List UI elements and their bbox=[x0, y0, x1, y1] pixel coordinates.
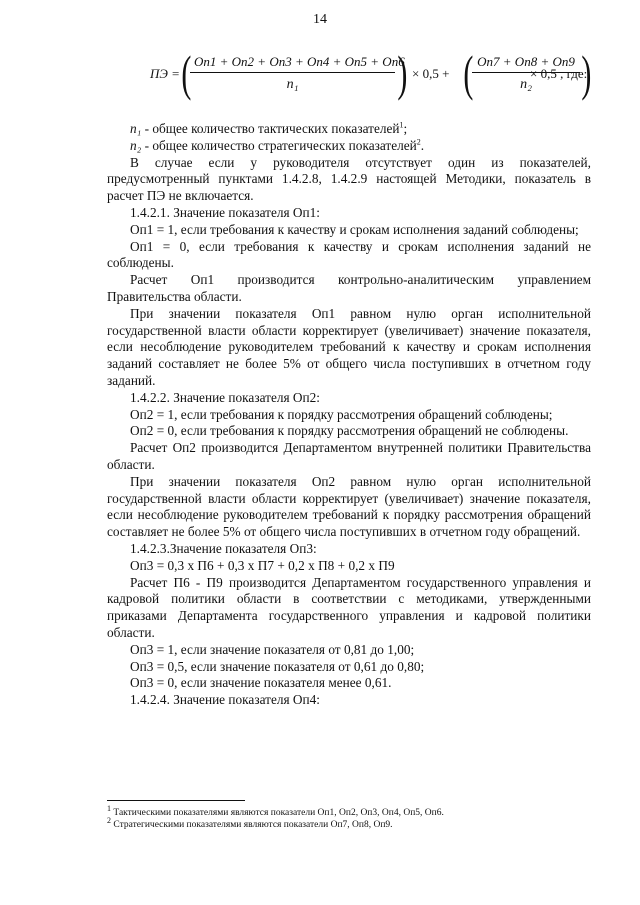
definition-n1 bbox=[107, 121, 591, 138]
paragraph: Оп3 = 0, если значение показателя менее 0,61. bbox=[130, 675, 392, 691]
paragraph: Оп2 = 1, если требования к порядку рассмотрения обращений соблюдены; bbox=[130, 406, 553, 422]
footnote-2 bbox=[107, 815, 591, 831]
paragraph: Расчет П6 - П9 производится Департаментом государственного управления и кадровой политики области в соответствии с методиками, утвержденными приказами Департамента государственного управления и кадровой политики области. bbox=[107, 574, 591, 640]
footnote-1-ref: 1 bbox=[107, 803, 111, 813]
paragraph: При значении показателя Оп2 равном нулю орган исполнительной государственной власти области корректирует (увеличивает) значение показателя, если несоблюдение руководителем требований к порядку рассмотрения обращений составляет не более 5% от общего числа поступивших в отчетном году обращений. bbox=[107, 473, 591, 540]
n2-symbol: n₂ bbox=[130, 137, 142, 153]
paragraph: Оп3 = 0,3 х П6 + 0,3 х П7 + 0,2 х П8 + 0,2 х П9 bbox=[130, 557, 395, 573]
fraction-tactical bbox=[190, 54, 405, 93]
n1-symbol: n₁ bbox=[130, 121, 142, 136]
formula-lhs: ПЭ = bbox=[150, 66, 180, 81]
paragraph: Оп3 = 1, если значение показателя от 0,81 до 1,00; bbox=[130, 641, 415, 657]
paragraph: Оп1 = 1, если требования к качеству и срокам исполнения заданий соблюдены; bbox=[130, 221, 579, 237]
footnotes bbox=[107, 803, 591, 831]
footnote-ref-1[interactable]: 1 bbox=[399, 120, 404, 130]
paragraph: Расчет Оп1 производится контрольно-аналитическим управлением Правительства области. bbox=[107, 272, 591, 304]
denominator-strategic: n₂ bbox=[520, 77, 532, 92]
n1-text: - общее количество тактических показателей bbox=[141, 121, 400, 136]
paragraph: Оп3 = 0,5, если значение показателя от 0,61 до 0,80; bbox=[130, 658, 425, 674]
multiplier-1: × 0,5 + bbox=[412, 66, 450, 81]
denominator-tactical: n₁ bbox=[286, 77, 299, 92]
paragraph: 1.4.2.4. Значение показателя Оп4: bbox=[130, 692, 320, 708]
paragraph: 1.4.2.1. Значение показателя Оп1: bbox=[130, 204, 320, 220]
paragraph: Оп1 = 0, если требования к качеству и срокам исполнения заданий не соблюдены. bbox=[107, 238, 591, 271]
paragraph: Оп2 = 0, если требования к порядку рассмотрения обращений не соблюдены. bbox=[130, 423, 569, 439]
footnote-separator bbox=[107, 800, 245, 801]
footnote-ref-2[interactable]: 2 bbox=[416, 137, 421, 147]
paragraph: В случае если у руководителя отсутствует один из показателей, предусмотренный пунктами 1.4.2.8, 1.4.2.9 настоящей Методики, показатель в расчет ПЭ не включается. bbox=[107, 154, 591, 204]
footnote-1-text: Тактическими показателями являются показатели Оп1, Оп2, Оп3, Оп4, Оп5, Оп6. bbox=[111, 808, 444, 818]
paragraph: 1.4.2.3.Значение показателя Оп3: bbox=[130, 540, 317, 556]
right-paren-1: ) bbox=[397, 45, 408, 101]
paragraph: 1.4.2.2. Значение показателя Оп2: bbox=[130, 389, 320, 405]
definition-n2 bbox=[107, 138, 591, 155]
document-body bbox=[107, 121, 591, 709]
n2-text: - общее количество стратегических показателей bbox=[141, 137, 417, 153]
n2-end: . bbox=[420, 137, 425, 153]
left-paren-1: ( bbox=[181, 45, 192, 101]
left-paren-2: ( bbox=[463, 45, 474, 101]
paragraph: При значении показателя Оп1 равном нулю орган исполнительной государственной власти области корректирует (увеличивает) значение показателя, если несоблюдение руководителем требований к качеству и срокам исполнения заданий составляет не более 5% от общего числа поступивших в отчетном году заданий. bbox=[107, 305, 591, 388]
paragraph: Расчет Оп2 производится Департаментом внутренней политики Правительства области. bbox=[107, 440, 591, 472]
footnote-2-text: Стратегическими показателями являются показатели Оп7, Оп8, Оп9. bbox=[111, 820, 393, 830]
page-number: 14 bbox=[313, 12, 327, 27]
footnote-2-ref: 2 bbox=[107, 815, 111, 825]
right-paren-2: ) bbox=[581, 45, 592, 101]
numerator-strategic: Оп7 + Оп8 + Оп9 bbox=[472, 54, 580, 73]
numerator-tactical: Оп1 + Оп2 + Оп3 + Оп4 + Оп5 + Оп6 bbox=[190, 54, 395, 73]
multiplier-2: × 0,5 , где: bbox=[530, 66, 588, 81]
n1-end: ; bbox=[403, 121, 408, 136]
footnote-1 bbox=[107, 803, 591, 819]
